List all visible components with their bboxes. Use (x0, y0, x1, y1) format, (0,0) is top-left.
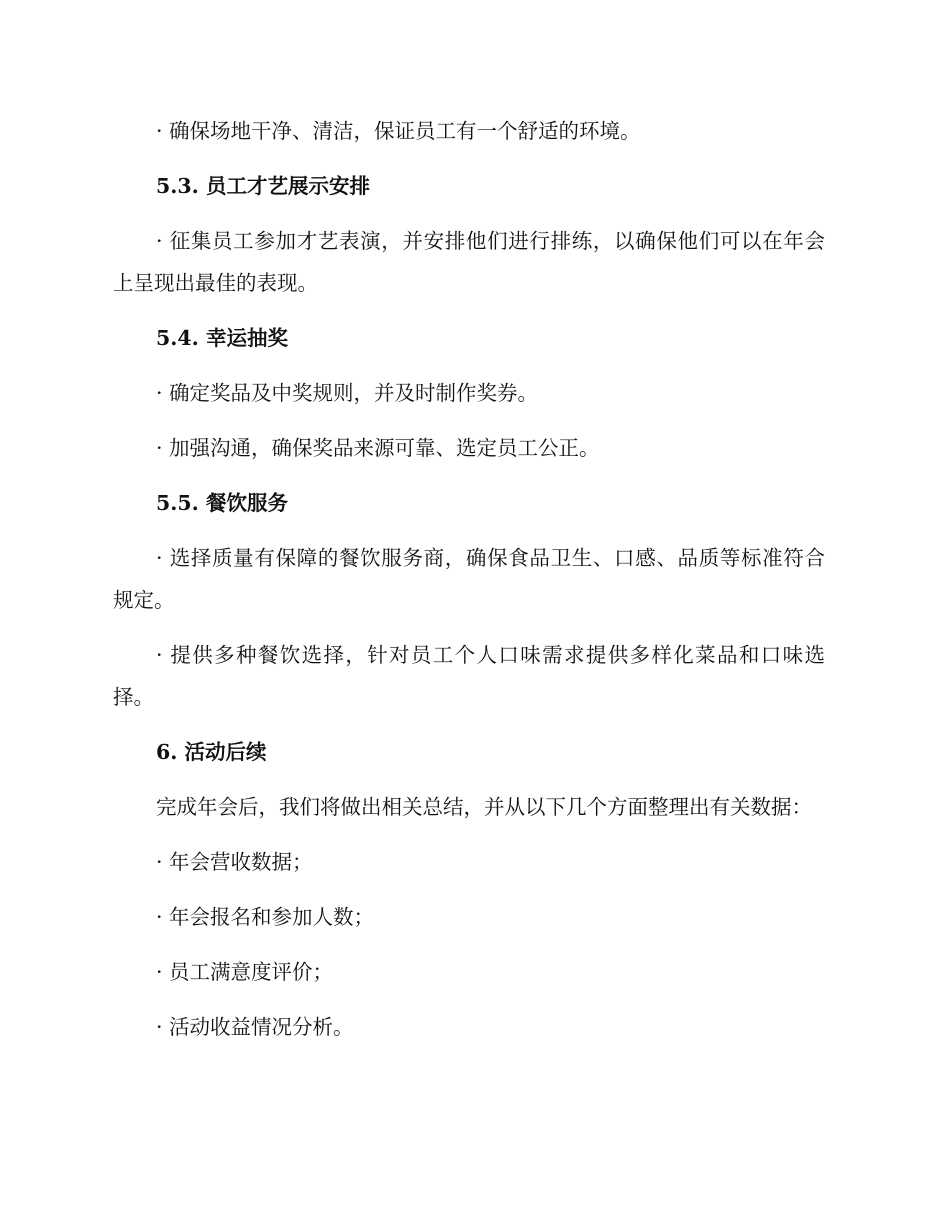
bullet-talent-show: · 征集员工参加才艺表演，并安排他们进行排练，以确保他们可以在年会上呈现出最佳的表现。 (113, 229, 825, 295)
section-heading-6: 6. 活动后续 (156, 740, 267, 764)
bullet-catering-options: · 提供多种餐饮选择，针对员工个人口味需求提供多样化菜品和口味选择。 (113, 643, 825, 709)
section-heading-5-3: 5.3. 员工才艺展示安排 (156, 174, 370, 198)
bullet-venue-clean: · 确保场地干净、清洁，保证员工有一个舒适的环境。 (156, 119, 641, 143)
document-body (113, 110, 825, 1061)
bullet-satisfaction: · 员工满意度评价； (156, 960, 334, 984)
bullet-prize-rules: · 确定奖品及中奖规则，并及时制作奖券。 (156, 381, 539, 405)
section-heading-5-5: 5.5. 餐饮服务 (156, 491, 288, 515)
bullet-catering-vendor: · 选择质量有保障的餐饮服务商，确保食品卫生、口感、品质等标准符合规定。 (113, 546, 825, 612)
bullet-revenue-data: · 年会营收数据； (156, 850, 313, 874)
followup-intro: 完成年会后，我们将做出相关总结，并从以下几个方面整理出有关数据： (156, 795, 812, 819)
section-heading-5-4: 5.4. 幸运抽奖 (156, 326, 288, 350)
bullet-benefit-analysis: · 活动收益情况分析。 (156, 1015, 354, 1039)
bullet-prize-communication: · 加强沟通，确保奖品来源可靠、选定员工公正。 (156, 436, 600, 460)
bullet-attendance: · 年会报名和参加人数； (156, 905, 375, 929)
